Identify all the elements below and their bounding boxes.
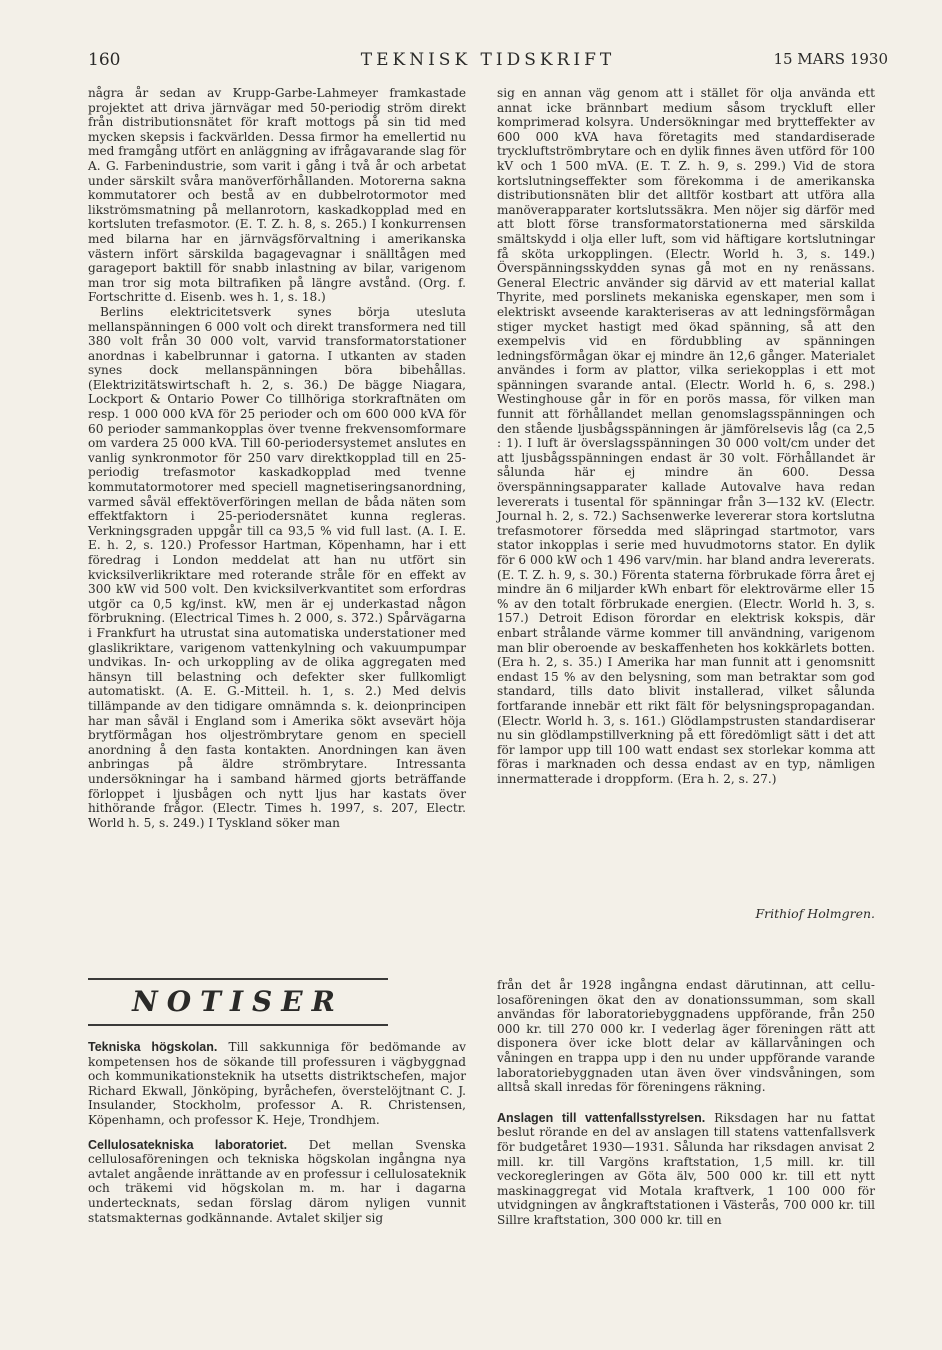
notice-continuation: från det år 1928 ingångna endast därutinnan, att cellulosaföreningen ökat den av donationssumman, som skall användas för laboratoriebyggnadens uppförande, från 250 000 kr. till 270 000 kr. I vederlag äger föreningen rätt att disponera över icke blott delar av källarvåningen och våningen en trappa upp i den nu under uppförande varande laboratoriebyggnaden utan även över vindsvåningen, som alltså skall inredas för föreningens räkning. <box>497 978 875 1095</box>
article-paragraph: Berlins elektricitetsverk synes börja utesluta mellanspänningen 6 000 volt och direkt transformera ned till 380 volt från 30 000 volt, varvid transformatorstationer anordnas i kabelbrunnar i gatorna. I utkanten av staden synes dock mellanspänningen böra bibehållas. (Elektrizitätswirtschaft h. 2, s. 36.) De bägge Niagara, Lockport & Ontario Power Co tillhöriga storkraftnäten om resp. 1 000 000 kVA för 25 perioder och om 600 000 kVA för 60 perioder sammankopplas över tvenne frekvensomformare om vardera 25 000 kVA. Till 60-periodersystemet anslutes en vanlig synkronmotor för 250 varv direktkopplad till en 25-periodig trefasmotor kaskadkopplad med tvenne kommutatormotorer med speciell magnetiseringsanordning, varmed såväl effektöverföringen mellan de båda näten som effektfaktorn i 25-periodersnätet kunna regleras. Verkningsgraden uppgår till ca 93,5 % vid full last. (A. I. E. E. h. 2, s. 120.) Professor Hartman, Köpenhamn, har i ett föredrag i London meddelat att han nu utfört sin kvicksilverlikriktare med roterande stråle för en effekt av 300 kW vid 500 volt. Den kvicksilverkvantitet som erfordras utgör ca 0,5 kg/inst. kW, men är ej underkastad någon förbrukning. (Electrical Times h. 2 000, s. 372.) Spårvägarna i Frankfurt ha utrustat sina automatiska understationer med glaslikriktare, varigenom vattenkylning och vakuumpumpar undvikas. In- och urkoppling av de olika aggregaten med hänsyn till belastning och defekter sker fullkomligt automatiskt. (A. E. G.-Mitteil. h. 1, s. 2.) Med delvis tillämpande av den tidigare omnämnda s. k. deionprincipen har man såväl i England som i Amerika sökt avsevärt höja brytförmågan hos oljeströmbrytare genom en speciell anordning å den fasta kontakten. Anordningen kan även anbringas på äldre strömbrytare. Intressanta undersökningar ha i samband härmed gjorts beträffande förloppet i ljusbågen och nytt ljus har kastats över hithörande frågor. (Electr. Times h. 1997, s. 207, Electr. World h. 5, s. 249.) I Tyskland söker man <box>88 304 466 830</box>
article-left-column <box>88 86 466 830</box>
article-paragraph: sig en annan väg genom att i stället för olja använda ett annat icke brännbart medium såsom tryckluft eller komprimerad kolsyra. Undersökningar med brytteffekter av 600 000 kVA hava företagits med standardiserade tryckluftströmbrytare och en dylik finnes även utförd för 100 kV och 1 500 mVA. (E. T. Z. h. 9, s. 299.) Vid de stora kortslutningseffekter som förekomma i de amerikanska distributionsnäten blir det alltför kostbart att utföra alla manöverapparater kortslutssäkra. Men nöjer sig därför med att blott förse transformatorstationerna med särskilda smältskydd i olja eller luft, som vid häftigare kortslutningar få sköta urkopplingen. (Electr. World h. 3, s. 149.) Överspänningsskydden synas gå mot en ny renässans. General Electric använder sig därvid av ett material kallat Thyrite, med porslinets mekaniska egenskaper, men som i elektriskt avseende karakteriseras av att ledningsförmågan stiger mycket hastigt med ökad spänning, så att den exempelvis vid en fördubbling av spänningen ledningsförmågan ökar ej mindre än 12,6 gånger. Materialet användes i form av plattor, vilka seriekopplas i ett mot spänningen svarande antal. (Electr. World h. 6, s. 298.) Westinghouse går in för en porös massa, för vilken man funnit att förhållandet mellan genomslagsspänningen och den stående ljusbågsspänningen är jämförelsevis låg (ca 2,5 : 1). I luft är överslagsspänningen 30 000 volt/cm under det att ljusbågsspänningen endast är 30 volt. Förhållandet är sålunda här ej mindre än 600. Dessa överspänningsapparater kallade Autovalve hava redan levererats i tusental för spänningar från 3—132 kV. (Electr. Journal h. 2, s. 72.) Sachsenwerke levererar stora kortslutna trefasmotorer försedda med släpringad startmotor, vars stator inkopplas i serie med huvudmotorns stator. En dylik för 6 000 kW och 1 496 varv/min. har bland andra levererats. (E. T. Z. h. 9, s. 30.) Förenta staterna förbrukade förra året ej mindre än 6 miljarder kWh enbart för elektrovärme eller 15 % av den totalt förbrukade energien. (Electr. World h. 3, s. 157.) Detroit Edison förordar en elektrisk kokspis, där enbart strålande värme kommer till användning, varigenom man blir oberoende av beskaffenheten hos kokkärlets botten. (Era h. 2, s. 35.) I Amerika har man funnit att i genomsnitt endast 15 % av den belysning, som man betraktar som god standard, tills dato blivit installerad, vilket sålunda fortfarande innebär ett rikt fält för belysningspropagandan. (Electr. World h. 3, s. 161.) Glödlampstrusten standardiserar nu sin glödlampstillverkning på ett föredömligt sätt i det att för lampor upp till 100 watt endast sex storlekar komma att föras i marknaden och dessa endast av en typ, nämligen innermatterade i droppform. (Era h. 2, s. 27.) <box>497 86 875 786</box>
notiser-heading-box <box>88 978 388 1026</box>
article-paragraph: några år sedan av Krupp-Garbe-Lahmeyer framkastade projektet att driva järnvägar med 50-periodig ström direkt från distributionsnätet för kraft mottogs på sin tid med mycken skepsis i fackvärlden. Dessa firmor ha emellertid nu med framgång utfört en anläggning av ifrågavarande slag för A. G. Farbenindustrie, som varit i gång i två år och arbetat under särskilt svåra manöverförhållanden. Motorerna sakna kommutatorer och bestå av en dubbelrotormotor med likströmsmatning på mellanrotorn, kaskadkopplad med en kortsluten trefasmotor. (E. T. Z. h. 8, s. 265.) I konkurrensen med bilarna har en järnvägsförvaltning i amerikanska västern infört särskilda bagagevagnar i snälltågen med garageport baktill för snabb inlastning av bilar, varigenom man tror sig mota biltrafiken på längre avstånd. (Org. f. Fortschritte d. Eisenb. wes h. 1, s. 18.) <box>88 86 466 305</box>
journal-title: TEKNISK TIDSKRIFT <box>360 50 616 70</box>
author-signature: Frithiof Holmgren. <box>755 906 875 921</box>
notice-title: Tekniska högskolan. <box>88 1040 218 1054</box>
notice-text: Riksdagen har nu fattat beslut rörande en del av anslagen till statens vattenfallsverk för budgetåret 1930—1931. Sålunda har riksdagen anvisat 2 mill. kr. till Vargöns kraftstation, 1,5 mill. kr. till veckoregleringen av Göta älv, 500 000 kr. till ett nytt maskinaggregat vid Motala kraftverk, 1 100 000 för utvidgningen av ångkraftstationen i Västerås, 700 000 kr. till Sillre kraftstation, 300 000 kr. till en <box>497 1110 875 1227</box>
notice-title: Anslagen till vattenfallsstyrelsen. <box>497 1110 706 1125</box>
issue-date: 15 MARS 1930 <box>773 50 888 68</box>
article-right-column <box>497 86 875 787</box>
notiser-right-column <box>497 978 875 1228</box>
notice-text: Det mellan Svenska cellulosaföreningen och tekniska högskolan ingångna nya avtalet angående inrättande av en professur i cellulosateknik och träkemi vid högskolan m. m. har i dagarna undertecknats, sedan förslag därom nyligen vunnit statsmakternas godkännande. Avtalet skiljer sig <box>88 1137 467 1225</box>
running-head <box>88 46 888 80</box>
notiser-heading: NOTISER <box>132 985 344 1018</box>
page-number: 160 <box>88 50 121 70</box>
notice-text: Till sakkunniga för bedömande av kompetensen hos de sökande till professuren i vägbyggnad och kommunikationsteknik ha utsetts distriktschefen, major Richard Ekwall, Jönköping, byråchefen, överstelöjtnant C. J. Insulander, Stockholm, professor A. R. Christensen, Köpenhamn, och professor K. Heje, Trondhjem. <box>88 1040 466 1127</box>
notiser-left-column <box>88 1040 466 1225</box>
notice-title: Cellulosatekniska laboratoriet. <box>88 1137 288 1152</box>
